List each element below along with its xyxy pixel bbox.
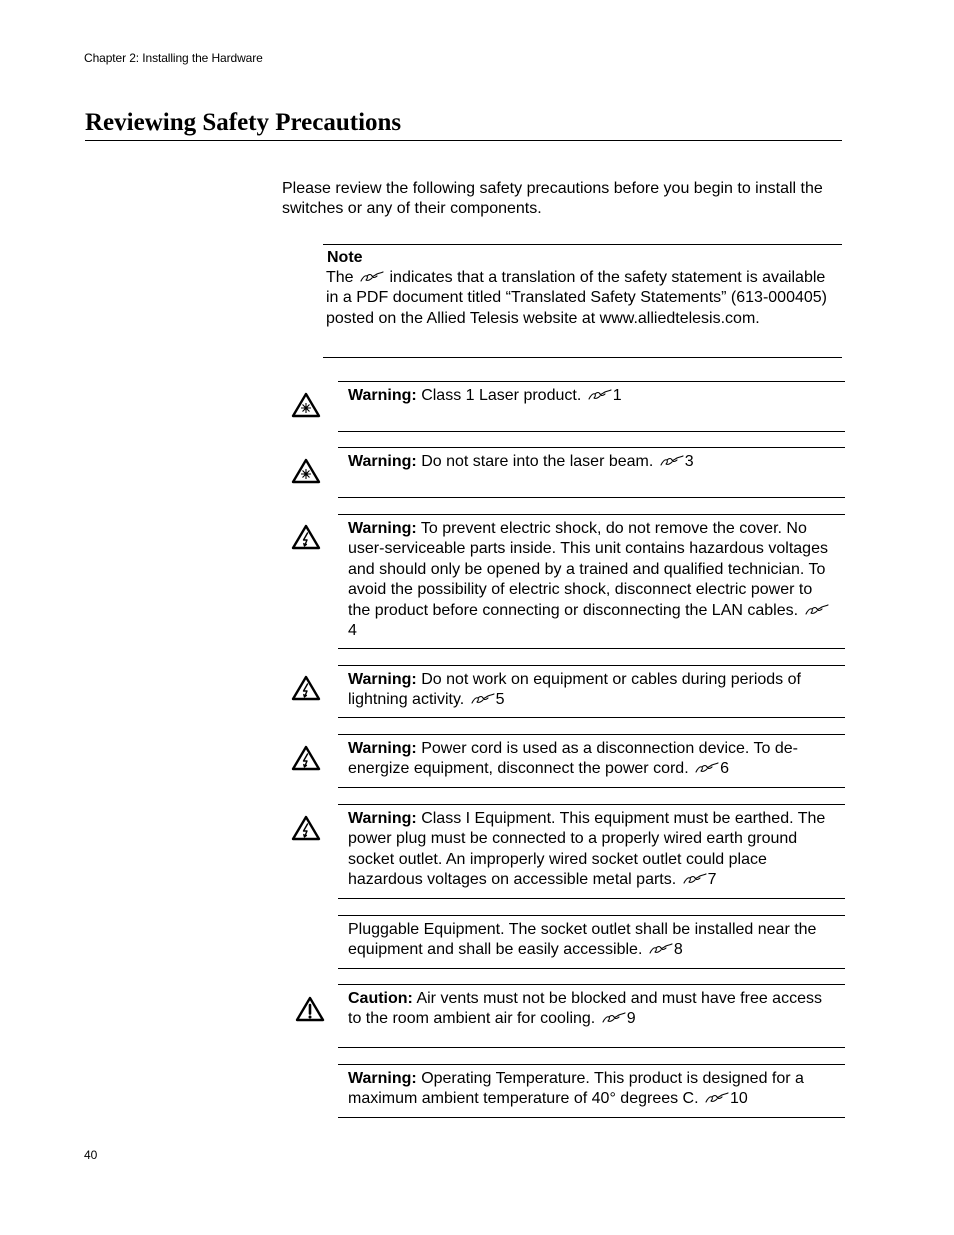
page-title: Reviewing Safety Precautions (85, 109, 402, 136)
caution-icon (295, 996, 325, 1022)
translation-hand-icon (683, 873, 707, 885)
translation-hand-icon (695, 762, 719, 774)
statement-ref: 10 (730, 1090, 748, 1108)
statement-block (338, 915, 845, 969)
statement-label: Warning: (348, 740, 417, 757)
statement-body: Do not stare into the laser beam. (421, 453, 654, 470)
statement-body: Do not work on equipment or cables during periods of lightning activity. (348, 671, 801, 709)
electrical-hazard-icon (291, 524, 321, 550)
translation-hand-icon (588, 389, 612, 401)
caution-block (338, 984, 845, 1048)
statement-label: Warning: (348, 1070, 417, 1087)
statement-text (348, 386, 838, 406)
note-box (323, 244, 842, 358)
statement-label: Warning: (348, 387, 417, 404)
statement-ref: 1 (612, 387, 622, 404)
statement-text (348, 989, 838, 1030)
page-number: 40 (84, 1148, 98, 1162)
laser-warning-icon (291, 458, 321, 484)
statement-ref: 4 (348, 622, 357, 640)
electrical-hazard-icon (291, 745, 321, 771)
statement-text (348, 809, 838, 891)
title-rule (85, 140, 842, 141)
note-body (326, 268, 836, 329)
statement-label: Warning: (348, 453, 417, 470)
statement-text (348, 452, 838, 472)
translation-hand-icon (705, 1092, 729, 1104)
warning-block (338, 447, 845, 498)
running-header: Chapter 2: Installing the Hardware (84, 51, 263, 65)
intro-paragraph: Please review the following safety precautions before you begin to install the switches or any of their components. (282, 180, 823, 218)
warning-block (338, 804, 845, 899)
translation-hand-icon (660, 455, 684, 467)
translation-hand-icon (649, 943, 673, 955)
translation-hand-icon (602, 1012, 626, 1024)
electrical-hazard-icon (291, 675, 321, 701)
electrical-hazard-icon (291, 815, 321, 841)
statement-body: Class I Equipment. This equipment must be earthed. The power plug must be connected to a properly wired earth ground socket outlet. An improperly wired socket outlet could place hazardous voltages on accessible metal parts. (348, 810, 826, 889)
statement-body: Pluggable Equipment. The socket outlet shall be installed near the equipment and shall be easily accessible. (348, 921, 817, 959)
statement-ref: 9 (626, 1010, 636, 1028)
statement-ref: 3 (684, 453, 694, 470)
translation-hand-icon (805, 604, 829, 616)
warning-block (338, 734, 845, 788)
note-text-after: indicates that a translation of the safety statement is available in a PDF document titled “Translated Safety Statements” (613-000405) posted on the Allied Telesis website at www.alliedtelesis.com. (326, 269, 827, 327)
statement-text (348, 920, 838, 961)
statement-ref: 6 (720, 760, 730, 778)
statement-label: Warning: (348, 520, 417, 537)
note-text-before: The (326, 269, 354, 286)
warning-block (338, 381, 845, 432)
statement-ref: 8 (673, 941, 683, 959)
statement-text (348, 739, 838, 780)
statement-label: Caution: (348, 990, 413, 1007)
statement-body: Power cord is used as a disconnection device. To de-energize equipment, disconnect the power cord. (348, 740, 798, 778)
statement-text (348, 1069, 838, 1110)
translation-hand-icon (471, 693, 495, 705)
statement-ref: 5 (495, 691, 505, 709)
statement-body: Air vents must not be blocked and must have free access to the room ambient air for cooling. (348, 990, 822, 1028)
statement-text (348, 670, 838, 711)
laser-warning-icon (291, 392, 321, 418)
translation-hand-icon (360, 271, 384, 283)
statement-ref: 7 (707, 871, 717, 889)
statement-body: Class 1 Laser product. (421, 387, 582, 404)
note-heading: Note (327, 249, 363, 266)
statement-label: Warning: (348, 810, 417, 827)
statement-body: Operating Temperature. This product is designed for a maximum ambient temperature of 40° degrees C. (348, 1070, 804, 1108)
warning-block (338, 514, 845, 649)
warning-block (338, 1064, 845, 1118)
statement-body: To prevent electric shock, do not remove the cover. No user-serviceable parts inside. This unit contains hazardous voltages and should only be opened by a trained and qualified technician. To avoid the possibility of electric shock, disconnect electric power to the product before connecting or disconnecting the LAN cables. (348, 520, 828, 619)
statement-label: Warning: (348, 671, 417, 688)
statement-text (348, 519, 838, 641)
warning-block (338, 665, 845, 718)
